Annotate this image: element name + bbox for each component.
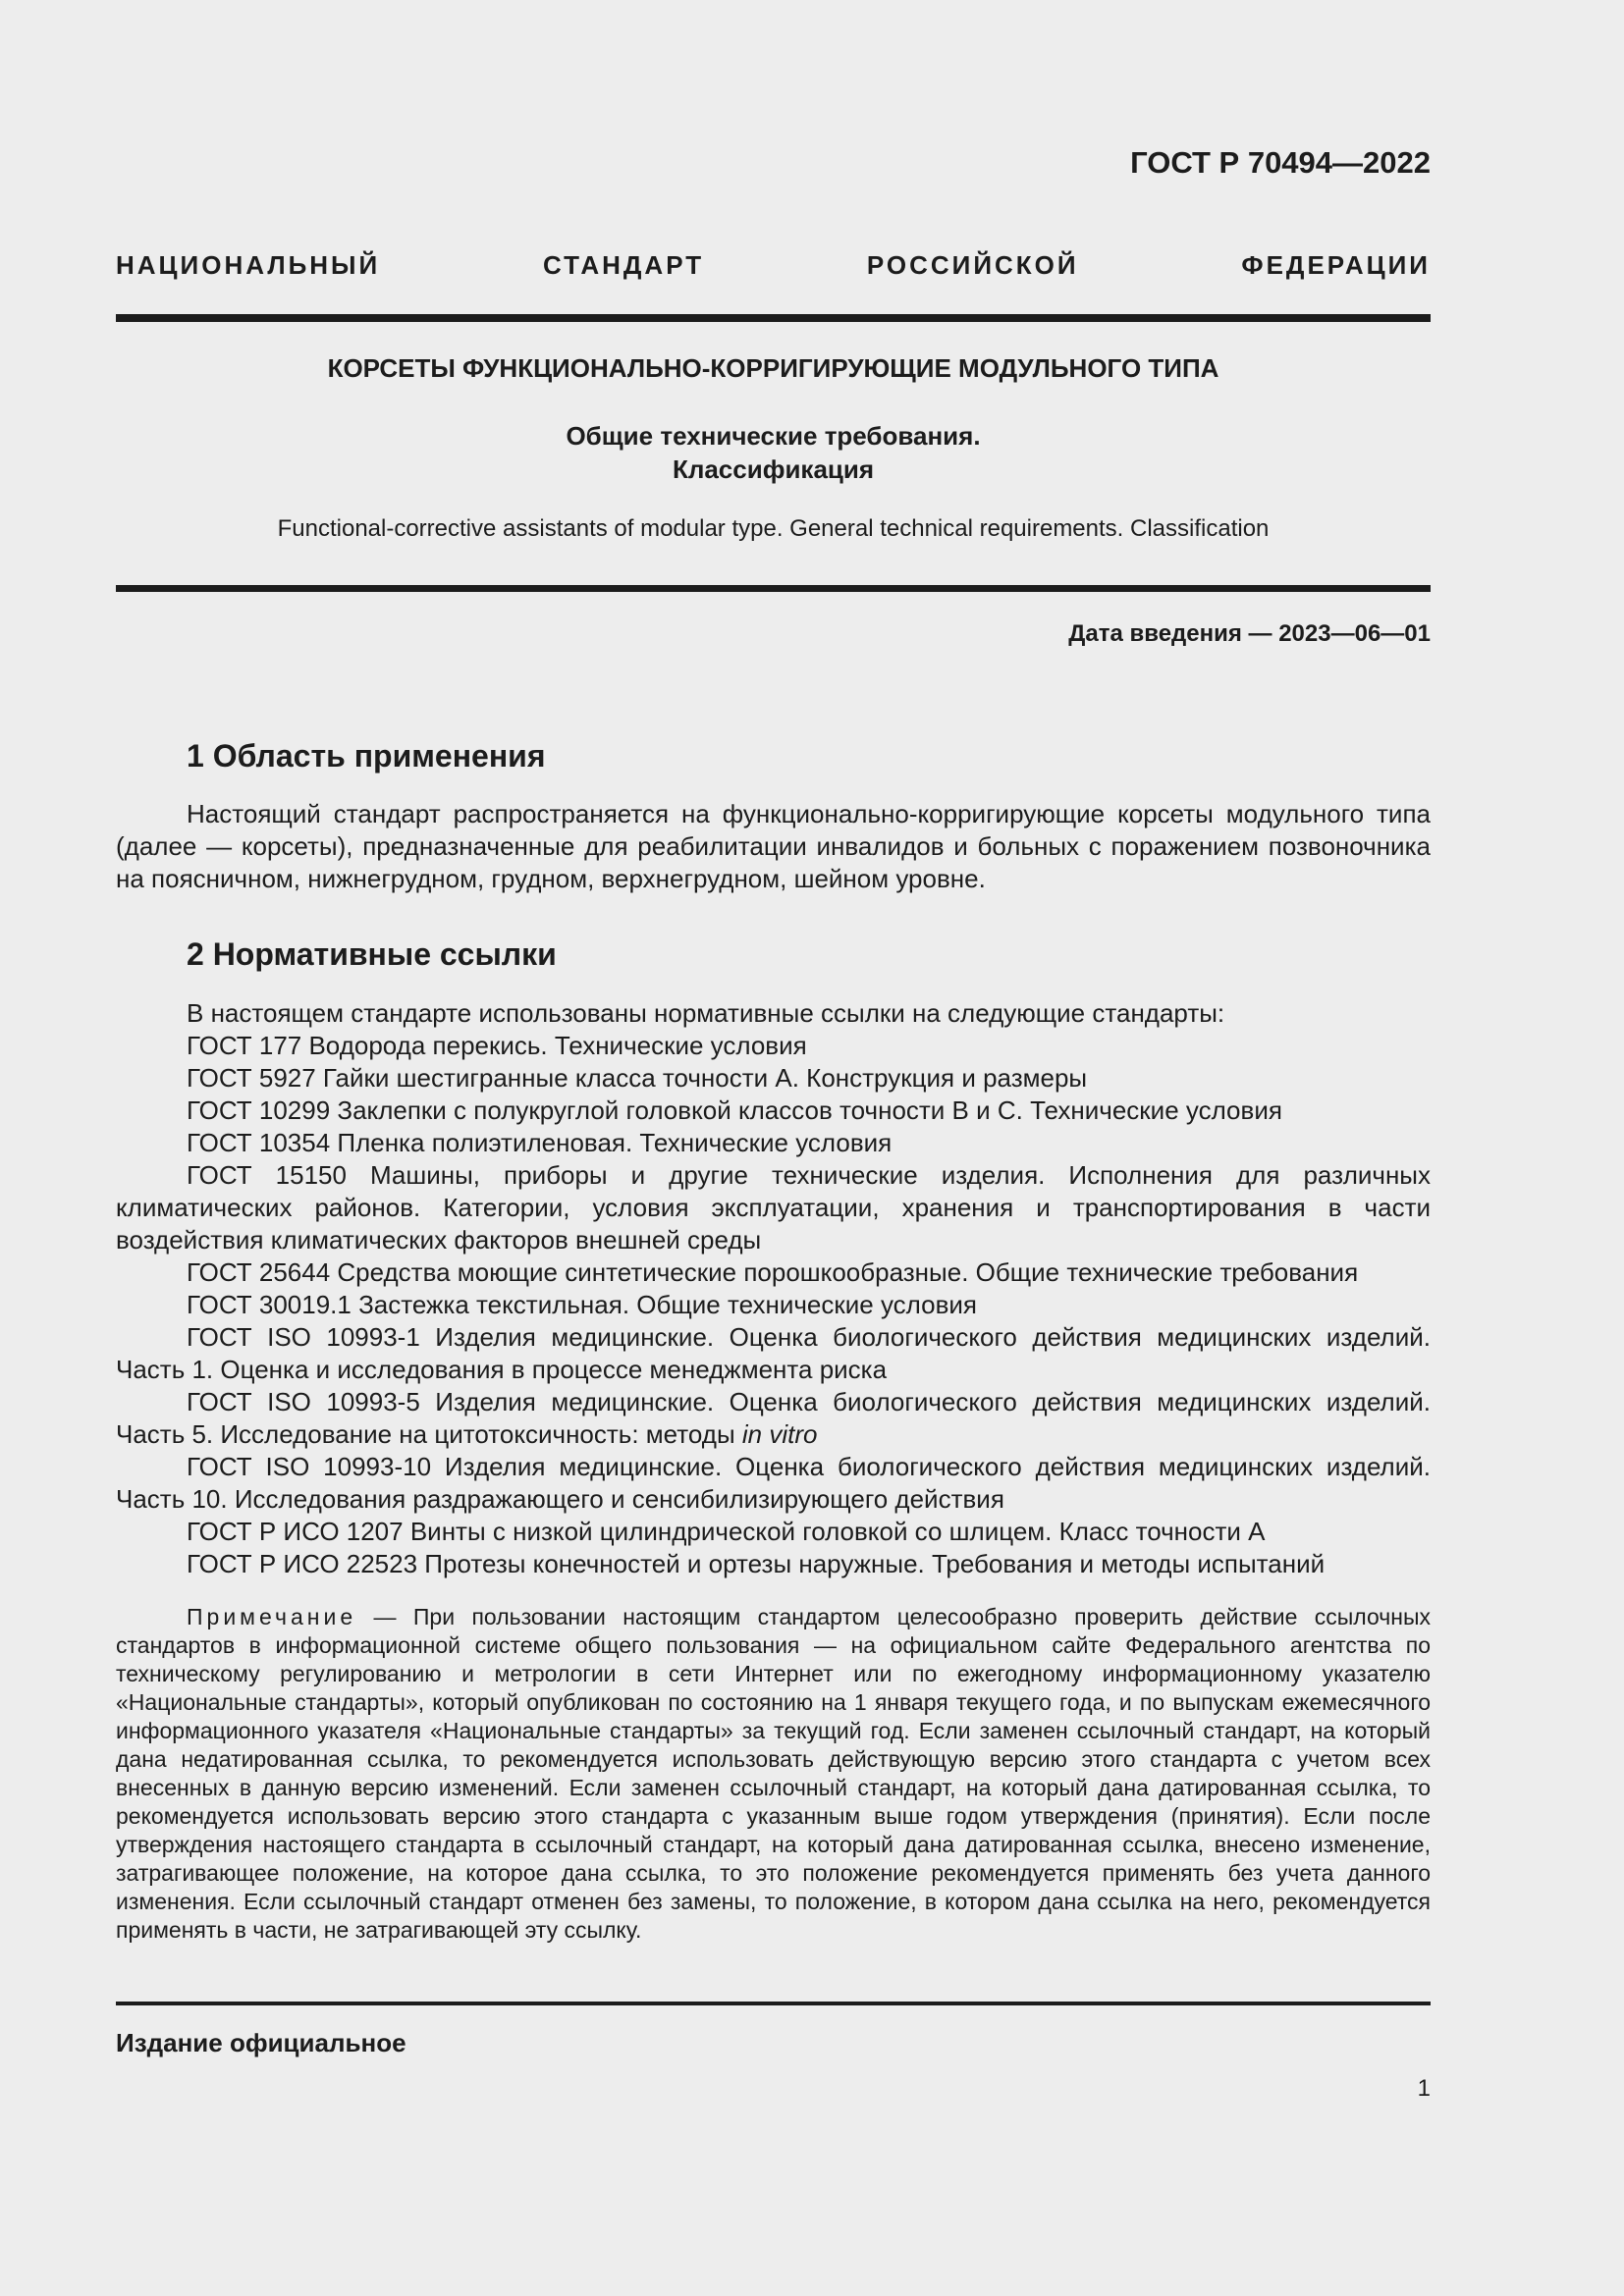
references-intro: В настоящем стандарте использованы нормативные ссылки на следующие стандарты: [187,998,1225,1028]
title-bottom-rule [116,585,1431,592]
document-title: КОРСЕТЫ ФУНКЦИОНАЛЬНО-КОРРИГИРУЮЩИЕ МОДУЛЬНОГО ТИПА [327,353,1219,383]
normative-references [116,997,1431,1580]
reference-item: ГОСТ ISO 10993-1 Изделия медицинские. Оценка биологического действия медицинских изделий. Часть 1. Оценка и исследования в процессе менеджмента риска [116,1322,1431,1384]
reference-item [116,1386,1431,1451]
reference-item: ГОСТ 25644 Средства моющие синтетические порошкообразные. Общие технические требования [187,1257,1359,1287]
reference-item: ГОСТ Р ИСО 22523 Протезы конечностей и ортезы наружные. Требования и методы испытаний [187,1549,1326,1578]
document-subtitle [116,419,1431,486]
section-1-heading: 1 Область применения [187,738,546,774]
scope-paragraph: Настоящий стандарт распространяется на функционально-корригирующие корсеты модульного типа (далее — корсеты), предназначенные для реабилитации инвалидов и больных с поражением позвоночника на поясничном, нижнегрудном, грудном, верхнегрудном, шейном уровне. [116,799,1431,893]
reference-item: ГОСТ 15150 Машины, приборы и другие технические изделия. Исполнения для различных климатических районов. Категории, условия эксплуатации, хранения и транспортирования в части воздействия климатических факторов внешней среды [116,1160,1431,1255]
english-title: Functional-corrective assistants of modular type. General technical requirements. Classification [277,515,1270,542]
reference-item: ГОСТ 10354 Пленка полиэтиленовая. Технические условия [187,1128,893,1157]
national-standard-banner: НАЦИОНАЛЬНЫЙ СТАНДАРТ РОССИЙСКОЙ ФЕДЕРАЦИИ [116,250,1431,280]
reference-item: ГОСТ Р ИСО 1207 Винты с низкой цилиндрической головкой со шлицем. Класс точности А [187,1517,1266,1546]
subtitle-line-2: Классификация [672,454,875,484]
introduction-date: Дата введения — 2023—06—01 [1068,620,1431,647]
reference-item: ГОСТ 177 Водорода перекись. Технические условия [187,1031,807,1060]
section-2-heading: 2 Нормативные ссылки [187,936,557,972]
footer-rule [116,2002,1431,2005]
page-number: 1 [1417,2075,1431,2102]
note-paragraph [116,1603,1431,1945]
subtitle-line-1: Общие технические требования. [566,421,981,451]
reference-item: ГОСТ 10299 Заклепки с полукруглой головкой классов точности В и С. Технические условия [187,1095,1282,1125]
section-1-body [116,798,1431,895]
top-rule [116,314,1431,322]
reference-item: ГОСТ 5927 Гайки шестигранные класса точности А. Конструкция и размеры [187,1063,1088,1093]
document-code: ГОСТ Р 70494—2022 [1130,145,1431,180]
references-note [116,1603,1431,1945]
reference-text: ГОСТ ISO 10993-5 Изделия медицинские. Оценка биологического действия медицинских изделий. Часть 5. Исследование на цитотоксичность: методы [116,1387,1431,1449]
in-vitro-italic: in vitro [741,1419,818,1449]
reference-item: ГОСТ 30019.1 Застежка текстильная. Общие технические условия [187,1290,978,1319]
official-edition-label: Издание официальное [116,2028,406,2057]
reference-item: ГОСТ ISO 10993-10 Изделия медицинские. Оценка биологического действия медицинских изделий. Часть 10. Исследования раздражающего и сенсибилизирующего действия [116,1452,1431,1514]
note-label: Примечание [187,1604,357,1629]
note-text: — При пользовании настоящим стандартом целесообразно проверить действие ссылочных стандартов в информационной системе общего пользования — на официальном сайте Федерального агентства по техническому регулированию и метрологии в сети Интернет или по ежегодному информационному указателю «Национальные стандарты», который опубликован по состоянию на 1 января текущего года, и по выпускам ежемесячного информационного указателя «Национальные стандарты» за текущий год. Если заменен ссылочный стандарт, на который дана недатированная ссылка, то рекомендуется использовать действующую версию этого стандарта с учетом всех внесенных в данную версию изменений. Если заменен ссылочный стандарт, на который дана датированная ссылка, то рекомендуется использовать версию этого стандарта с указанным выше годом утверждения (принятия). Если после утверждения настоящего стандарта в ссылочный стандарт, на который дана датированная ссылка, внесено изменение, затрагивающее положение, на которое дана ссылка, то это положение рекомендуется применять без учета данного изменения. Если ссылочный стандарт отменен без замены, то положение, в котором дана ссылка на него, рекомендуется применять в части, не затрагивающей эту ссылку. [116,1604,1431,1943]
